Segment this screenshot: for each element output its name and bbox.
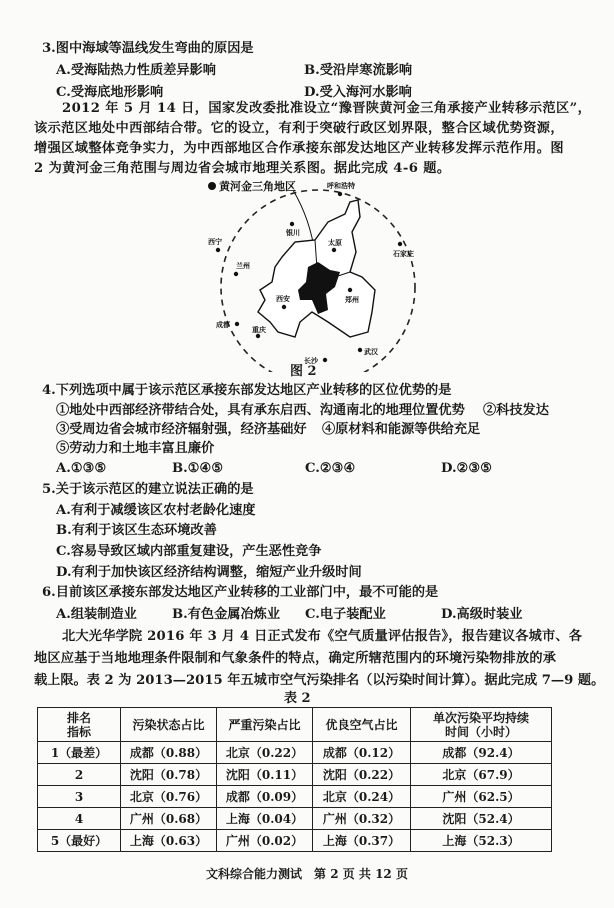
rank-cell: 3 xyxy=(38,786,121,808)
city-label: 武汉 xyxy=(364,348,378,356)
header-corner-cell xyxy=(38,708,121,742)
table-cell: 广州（0.32） xyxy=(313,808,411,830)
map-legend-label: 黄河金三角地区 xyxy=(219,180,296,193)
city-label: 长沙 xyxy=(304,357,318,365)
table-cell: 成都（0.88） xyxy=(121,742,217,764)
rank-cell: 2 xyxy=(38,764,121,786)
q5-option-d: D.有利于加快该区经济结构调整，缩短产业升级时间 xyxy=(56,565,362,580)
table-cell: 沈阳（0.78） xyxy=(121,764,217,786)
table-2-title: 表 2 xyxy=(284,691,311,706)
passage2-line: 地区应基于当地地理条件限制和气象条件的特点，确定所辖范围内的环境污染物排放的承 xyxy=(34,651,557,666)
column-header: 优良空气占比 xyxy=(313,708,411,742)
figure-2-map xyxy=(200,172,440,372)
city-label: 西安 xyxy=(276,295,290,303)
city-dot-icon xyxy=(338,192,342,196)
city-dot-icon xyxy=(332,248,336,252)
table-cell: 北京（67.9） xyxy=(411,764,552,786)
table-header-row xyxy=(38,708,552,742)
q6-option-d: D.高级时装业 xyxy=(441,607,523,622)
city-dot-icon xyxy=(358,348,362,352)
question-4-stem: 4.下列选项中属于该示范区承接东部发达地区产业转移的区位优势的是 xyxy=(42,383,452,398)
city-dot-icon xyxy=(290,222,294,226)
city-dot-icon xyxy=(256,334,260,338)
table-cell: 广州（0.68） xyxy=(121,808,217,830)
q6-option-c: C.电子装配业 xyxy=(305,607,386,622)
q4-item: ⑤劳动力和土地丰富且廉价 xyxy=(56,441,215,456)
question-5-stem: 5.关于该示范区的建立说法正确的是 xyxy=(42,482,254,497)
q4-option-d: D.②③⑤ xyxy=(441,461,493,476)
header-corner-bottom: 指标 xyxy=(66,724,91,739)
passage2-line: 北大光华学院 2016 年 3 月 4 日正式发布《空气质量评估报告》，报告建议各城市、各 xyxy=(62,629,583,644)
table-cell: 沈阳（0.11） xyxy=(217,764,313,786)
table-row xyxy=(38,742,552,764)
column-header: 严重污染占比 xyxy=(217,708,313,742)
q3-option-d: D.受入海河水影响 xyxy=(304,85,412,100)
city-dot-icon xyxy=(282,305,286,309)
table-cell: 北京（0.22） xyxy=(217,742,313,764)
table-cell: 上海（52.3） xyxy=(411,830,552,852)
city-label: 兰州 xyxy=(236,262,250,270)
q6-option-a: A.组装制造业 xyxy=(56,607,137,622)
city-dot-icon xyxy=(398,242,402,246)
q5-option-b: B.有利于该区生态环境改善 xyxy=(56,523,217,538)
legend-dot-icon xyxy=(208,182,216,190)
question-3-stem: 3.图中海域等温线发生弯曲的原因是 xyxy=(42,41,254,56)
table-row xyxy=(38,830,552,852)
q3-option-c: C.受海底地形影响 xyxy=(56,85,164,100)
q4-item: ②科技发达 xyxy=(483,403,549,418)
passage1-line: 2012 年 5 月 14 日，国家发改委批准设立“豫晋陕黄河金三角承接产业转移示范区”， xyxy=(62,101,592,116)
q4-option-a: A.①③⑤ xyxy=(56,461,107,476)
passage1-line: 2 为黄河金三角范围与周边省会城市地理关系图。据此完成 4-6 题。 xyxy=(34,161,451,176)
city-label: 石家庄 xyxy=(393,250,414,258)
passage1-line: 增强区域整体竞争实力，为中西部地区合作承接东部发达地区产业转移发挥示范作用。图 xyxy=(34,141,564,156)
column-header: 单次污染平均持续时间（小时） xyxy=(411,708,552,742)
table-row xyxy=(38,786,552,808)
q4-option-c: C.②③④ xyxy=(305,461,356,476)
rank-cell: 1（最差） xyxy=(38,742,121,764)
q4-item: ①地处中西部经济带结合处，具有承东启西、沟通南北的地理位置优势 xyxy=(56,403,465,418)
table-cell: 广州（0.02） xyxy=(217,830,313,852)
passage2-line: 载上限。表 2 为 2013—2015 年五城市空气污染排名（以污染时间计算）。据此完成 7—9 题。 xyxy=(34,673,605,688)
table-cell: 成都（92.4） xyxy=(411,742,552,764)
city-label: 太原 xyxy=(328,239,342,247)
q5-option-c: C.容易导致区域内部重复建设，产生恶性竞争 xyxy=(56,544,322,559)
q4-item: ③受周边省会城市经济辐射强，经济基础好 xyxy=(56,422,307,437)
city-label: 重庆 xyxy=(252,326,266,334)
table-cell: 上海（0.04） xyxy=(217,808,313,830)
city-label: 呼和浩特 xyxy=(327,182,355,190)
table-2 xyxy=(37,707,552,852)
table-cell: 北京（0.76） xyxy=(121,786,217,808)
city-dot-icon xyxy=(348,288,352,292)
city-dot-icon xyxy=(234,272,238,276)
q5-option-a: A.有利于减缓该区农村老龄化速度 xyxy=(56,503,256,518)
table-cell: 上海（0.37） xyxy=(313,830,411,852)
table-cell: 北京（0.24） xyxy=(313,786,411,808)
q4-item: ④原材料和能源等供给充足 xyxy=(322,422,481,437)
header-corner-top: 排名 xyxy=(66,710,91,725)
table-cell: 成都（0.09） xyxy=(217,786,313,808)
city-label: 西宁 xyxy=(208,238,222,246)
table-cell: 广州（62.5） xyxy=(411,786,552,808)
figure-2-caption: 图 2 xyxy=(290,364,317,379)
city-dot-icon xyxy=(323,358,327,362)
table-cell: 沈阳（0.22） xyxy=(313,764,411,786)
q3-option-a: A.受海陆热力性质差异影响 xyxy=(56,63,216,78)
city-label: 银川 xyxy=(286,229,300,237)
table-row xyxy=(38,764,552,786)
q3-option-b: B.受沿岸寒流影响 xyxy=(304,63,413,78)
table-cell: 上海（0.63） xyxy=(121,830,217,852)
rank-cell: 5（最好） xyxy=(38,830,121,852)
q4-option-b: B.①④⑤ xyxy=(172,461,224,476)
q6-option-b: B.有色金属冶炼业 xyxy=(172,607,281,622)
table-cell: 成都（0.12） xyxy=(313,742,411,764)
passage1-line: 该示范区地处中西部结合带。它的设立，有利于突破行政区划界限，整合区域优势资源， xyxy=(34,121,564,136)
city-dot-icon xyxy=(235,322,239,326)
city-label: 郑州 xyxy=(345,296,359,304)
table-row xyxy=(38,808,552,830)
rank-cell: 4 xyxy=(38,808,121,830)
column-header: 污染状态占比 xyxy=(121,708,217,742)
city-dot-icon xyxy=(216,248,220,252)
page-footer: 文科综合能力测试 第 2 页 共 12 页 xyxy=(206,867,408,881)
question-6-stem: 6.目前该区承接东部发达地区产业转移的工业部门中，最不可能的是 xyxy=(42,585,439,600)
table-cell: 沈阳（52.4） xyxy=(411,808,552,830)
city-label: 成都 xyxy=(216,321,230,329)
